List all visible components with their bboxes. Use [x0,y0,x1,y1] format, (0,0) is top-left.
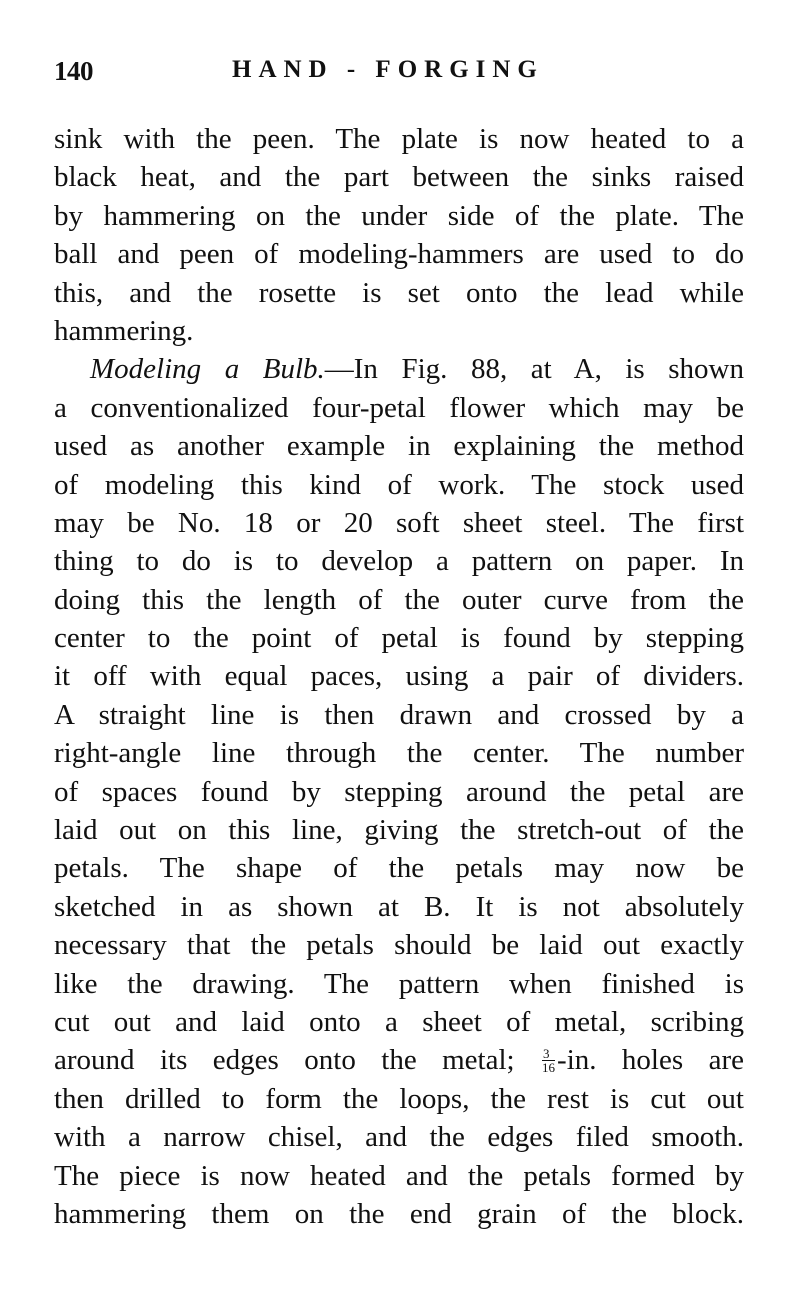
text-line: right-angle line through the center. The number [54,737,744,770]
text-line: sketched in as shown at B. It is not absolutely [54,890,744,923]
fraction [542,1047,555,1074]
text-line: A straight line is then drawn and crossed by a [54,698,744,731]
body-text [54,120,744,1233]
text-line: may be No. 18 or 20 soft sheet steel. The first [54,506,744,539]
text-line [54,350,744,388]
text-line: black heat, and the part between the sinks raised [54,161,744,194]
paragraph-1 [54,120,744,350]
fraction-denominator: 16 [542,1060,556,1076]
text-line: like the drawing. The pattern when finished is [54,967,744,1000]
text-line: necessary that the petals should be laid out exactly [54,929,744,962]
text-line: The piece is now heated and the petals formed by [54,1159,744,1192]
text-line: cut out and laid onto a sheet of metal, scribing [54,1005,744,1038]
fraction-numerator: 3 [542,1047,555,1061]
text-line: sink with the peen. The plate is now heated to a [54,123,744,155]
text-line-with-fraction [54,1041,744,1079]
text-line: then drilled to form the loops, the rest is cut out [54,1082,744,1115]
text-line: by hammering on the under side of the plate. The [54,199,744,232]
text-line: a conventionalized four-petal flower which may be [54,391,744,424]
text-fragment: around its edges onto the metal; [54,1044,515,1077]
running-head [54,56,744,92]
text-fragment: —In Fig. 88, at A, is shown [324,353,744,386]
text-line: this, and the rosette is set onto the lead while [54,276,744,309]
text-line: it off with equal paces, using a pair of dividers. [54,660,744,693]
text-line: thing to do is to develop a pattern on paper. In [54,545,744,578]
text-line: laid out on this line, giving the stretch-out of the [54,814,744,847]
running-title: HAND - FORGING [232,56,544,83]
text-line: with a narrow chisel, and the edges filed smooth. [54,1121,744,1154]
section-heading: Modeling a Bulb. [90,353,325,386]
paragraph-2 [54,350,744,1233]
text-line: hammering them on the end grain of the block. [54,1197,744,1230]
text-line: ball and peen of modeling-hammers are used to do [54,238,744,271]
text-line: of modeling this kind of work. The stock used [54,468,744,501]
text-line: used as another example in explaining the method [54,430,744,463]
text-line: doing this the length of the outer curve from the [54,583,744,616]
page-number: 140 [54,56,93,86]
text-line: petals. The shape of the petals may now be [54,852,744,885]
text-fragment: -in. holes are [557,1044,744,1077]
text-line: hammering. [54,314,194,347]
text-line: of spaces found by stepping around the petal are [54,775,744,808]
text-line: center to the point of petal is found by stepping [54,622,744,655]
